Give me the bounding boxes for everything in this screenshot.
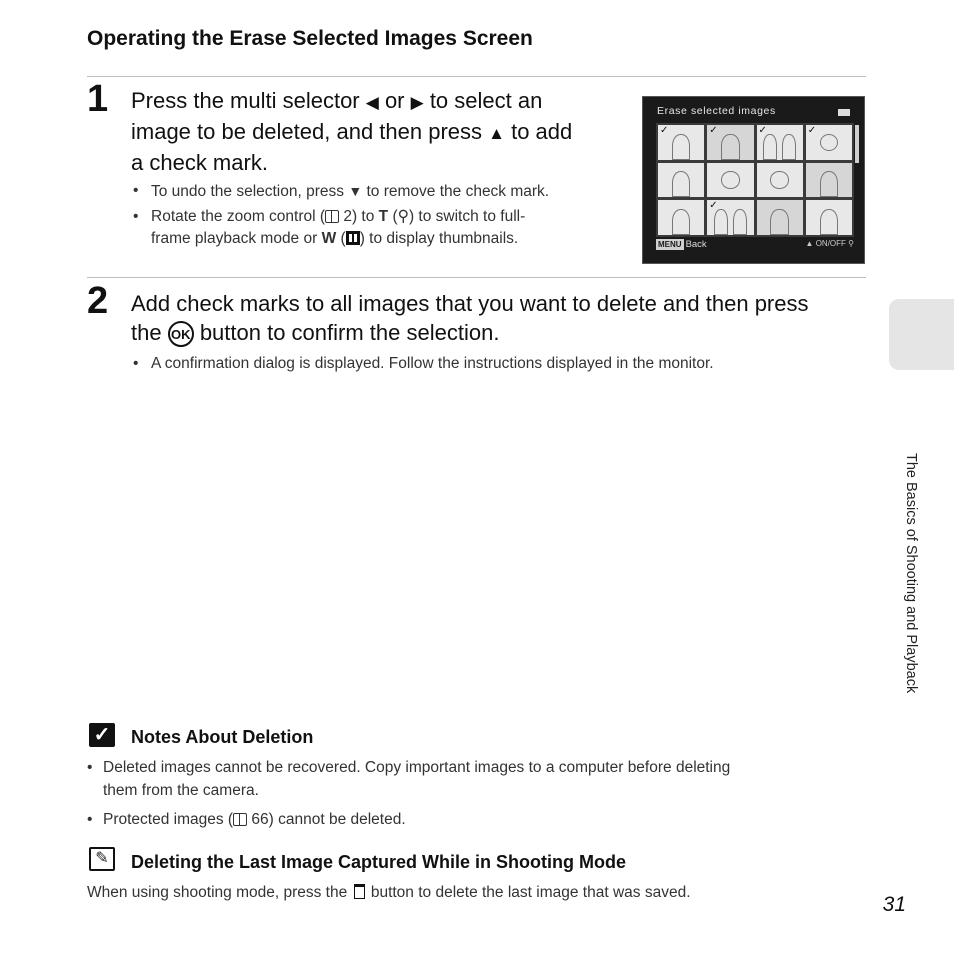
step-1-text: or (378, 88, 411, 113)
notes-bullet-1 (87, 756, 853, 802)
thumbnail (658, 163, 704, 198)
menu-button-label: MENU (658, 240, 682, 249)
step-1-bullet-1 (133, 180, 631, 203)
check-mark-icon: ✓ (709, 125, 718, 136)
book-reference-icon (233, 813, 247, 826)
step-1-instruction (131, 86, 631, 177)
back-label: Back (685, 239, 707, 250)
chapter-label: The Basics of Shooting and Playback (903, 453, 919, 694)
step-2-text: the (131, 320, 168, 345)
step-1-bullet-2 (133, 206, 631, 250)
bullet-text: ) to switch to full- (408, 208, 526, 225)
up-arrow-icon: ▲ (488, 124, 505, 143)
bullet-text: ) to display thumbnails. (359, 230, 519, 247)
thumbnail (806, 125, 852, 160)
bullet-text: them from the camera. (103, 782, 259, 799)
bullet-text: 2) to (339, 208, 379, 225)
pencil-note-icon: ✎ (89, 847, 115, 871)
thumbnail-icon (346, 231, 360, 245)
onoff-label: ON/OFF (815, 239, 846, 248)
notes-bullet-2 (87, 808, 853, 831)
divider-top (87, 76, 866, 77)
step-2-bullet (133, 353, 851, 375)
page-number: 31 (882, 893, 906, 916)
left-arrow-icon: ◀ (365, 93, 379, 112)
step-2-text: Add check marks to all images that you want to delete and then press (131, 291, 809, 316)
check-mark-icon: ✓ (660, 125, 669, 136)
step-2-instruction (131, 289, 871, 347)
thumbnail (757, 163, 803, 198)
check-mark-icon: ✓ (758, 125, 767, 136)
ok-button-icon: OK (168, 321, 194, 347)
step-2-text: button to confirm the selection. (193, 320, 500, 345)
bullet-text: Deleted images cannot be recovered. Copy important images to a computer before deleting (103, 759, 731, 776)
bullet-text: ( (388, 208, 398, 225)
thumbnail (757, 200, 803, 235)
tip-text-part: When using shooting mode, press the (87, 884, 352, 901)
battery-icon (838, 109, 850, 116)
thumbnail (806, 200, 852, 235)
notes-title: Notes About Deletion (131, 727, 314, 747)
divider-middle (87, 277, 866, 278)
thumbnail (658, 200, 704, 235)
bullet-text: A confirmation dialog is displayed. Follow the instructions displayed in the monitor. (151, 355, 714, 372)
right-arrow-icon: ▶ (410, 93, 424, 112)
section-heading: Operating the Erase Selected Images Screen (87, 27, 533, 50)
thumbnail (806, 163, 852, 198)
check-mark-icon: ✓ (709, 200, 718, 212)
thumbnail (707, 200, 753, 235)
w-label: W (321, 230, 337, 247)
screen-scrollbar (855, 125, 859, 163)
bullet-dot: • (133, 355, 139, 372)
camera-screen (642, 96, 865, 264)
bullet-text: to remove the check mark. (362, 183, 550, 200)
thumbnail (707, 163, 753, 198)
step-2-number: 2 (87, 280, 109, 322)
screen-footer (656, 239, 854, 253)
bullet-dot: • (133, 208, 139, 225)
onoff-indicator: ▲ ON/OFF ⚲ (805, 239, 854, 248)
step-1-text: to add (504, 119, 573, 144)
tip-text (87, 881, 867, 904)
thumbnail (757, 125, 803, 160)
step-1-text: a check mark. (131, 150, 268, 175)
bullet-dot: • (133, 182, 139, 199)
tip-text-part: button to delete the last image that was saved. (366, 884, 691, 901)
magnify-icon: ⚲ (397, 208, 409, 225)
bullet-dot: • (87, 759, 93, 776)
bullet-text: ( (336, 230, 346, 247)
thumbnail (658, 125, 704, 160)
bullet-text: Rotate the zoom control ( (151, 208, 326, 225)
chapter-tab (889, 299, 954, 370)
check-note-icon: ✓ (89, 723, 115, 747)
bullet-text: To undo the selection, press (151, 183, 349, 200)
bullet-text: 66) cannot be deleted. (247, 811, 406, 828)
down-arrow-icon: ▼ (348, 183, 363, 199)
screen-title: Erase selected images (657, 105, 776, 117)
thumbnail-grid (656, 123, 854, 237)
bullet-text: frame playback mode or (151, 230, 322, 247)
book-reference-icon (325, 210, 339, 223)
step-1-number: 1 (87, 78, 109, 120)
check-mark-icon: ✓ (807, 125, 817, 136)
trash-icon (354, 884, 365, 899)
t-label: T (378, 208, 389, 225)
step-1-text: to select an (423, 88, 543, 113)
bullet-text: Protected images ( (103, 811, 234, 828)
bullet-dot: • (87, 811, 93, 828)
step-1-text: Press the multi selector (131, 88, 366, 113)
step-1-text: image to be deleted, and then press (131, 119, 489, 144)
tip-title: Deleting the Last Image Captured While in Shooting Mode (131, 852, 627, 872)
thumbnail (707, 125, 753, 160)
